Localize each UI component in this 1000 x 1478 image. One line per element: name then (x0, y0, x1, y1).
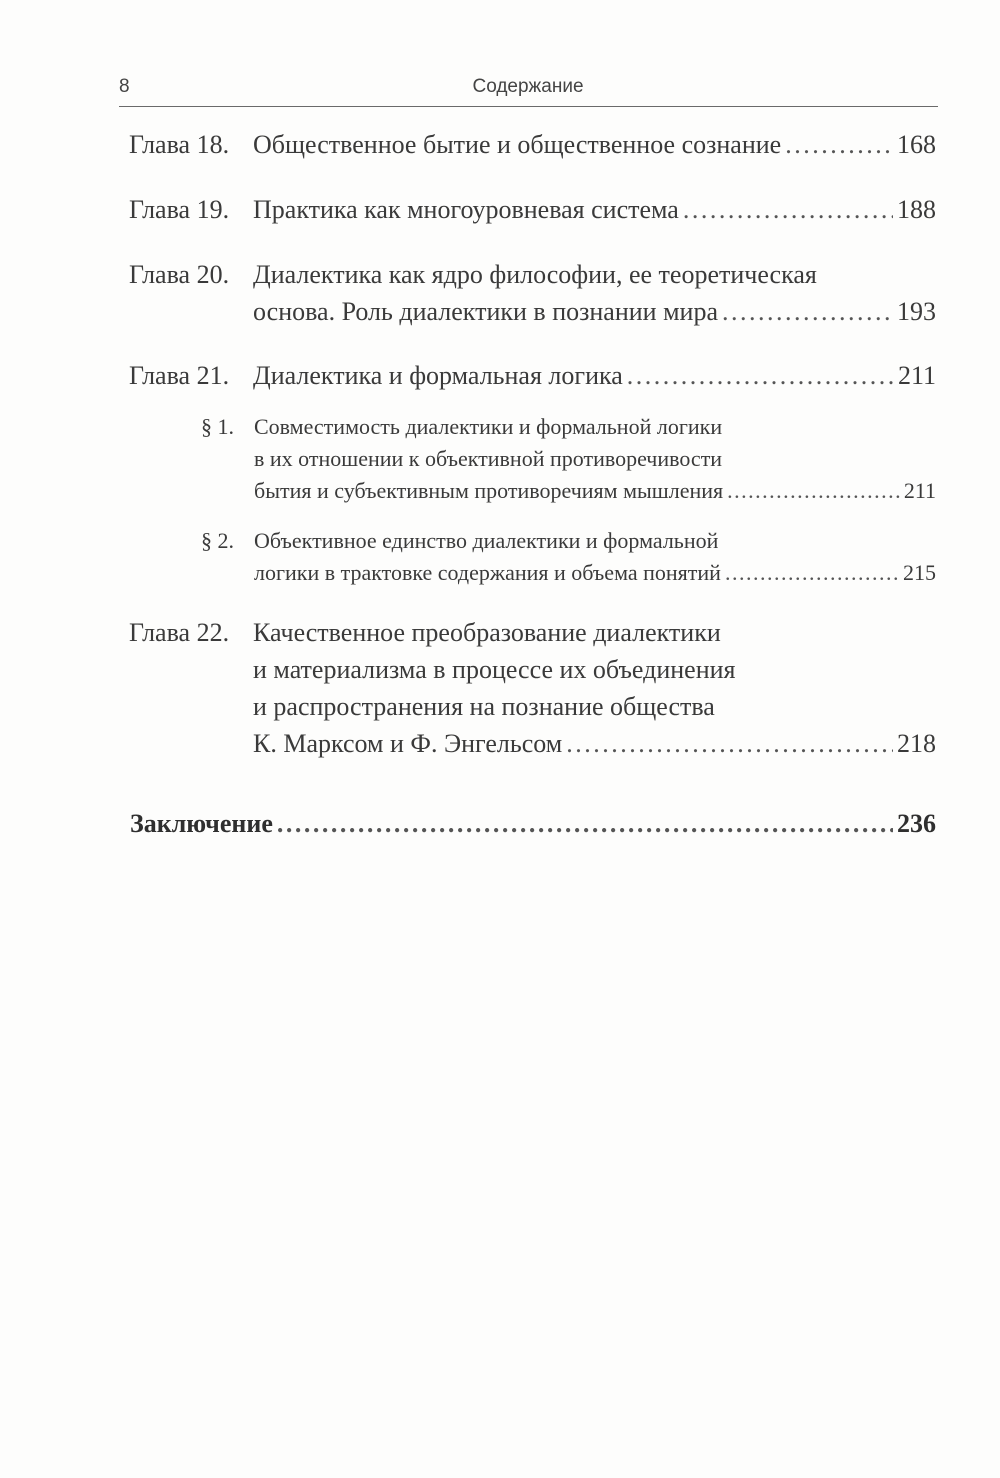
dot-leader (566, 729, 893, 759)
toc-line-final (253, 195, 936, 225)
page-number: 8 (119, 76, 130, 97)
page-ref: 168 (897, 130, 936, 159)
chapter-title: Общественное бытие и общественное сознание (253, 130, 782, 159)
chapter-title: Диалектика и формальная логика (253, 361, 623, 390)
dot-leader (727, 478, 900, 504)
section-title-line: Совместимость диалектики и формальной логики (254, 414, 723, 439)
dot-leader (627, 361, 894, 391)
section-label: § 1. (201, 414, 234, 439)
section-title-line: логики в трактовке содержания и объема понятий (254, 560, 721, 585)
conclusion-title: Заключение (130, 809, 273, 838)
toc-line-final (253, 130, 936, 160)
chapter-label: Глава 21. (129, 361, 230, 390)
toc-line-final (254, 478, 936, 504)
page-ref: 188 (897, 195, 936, 224)
section-label: § 2. (201, 528, 234, 553)
chapter-title-line: и материализма в процессе их объединения (253, 655, 736, 684)
dot-leader (277, 809, 893, 839)
page-ref: 215 (903, 560, 936, 585)
toc-line-final (253, 297, 936, 327)
chapter-label: Глава 19. (129, 195, 230, 224)
page-ref: 193 (897, 297, 936, 326)
dot-leader (722, 297, 893, 327)
toc-line-final (253, 729, 936, 759)
chapter-label: Глава 20. (129, 260, 230, 289)
page-ref: 211 (903, 478, 936, 503)
header-title: Содержание (472, 76, 584, 97)
chapter-label: Глава 18. (129, 130, 230, 159)
chapter-label: Глава 22. (129, 618, 230, 647)
chapter-title-line: и распространения на познание общества (253, 692, 715, 721)
toc-line-final (254, 560, 936, 586)
chapter-title-line: основа. Роль диалектики в познании мира (253, 297, 718, 326)
dot-leader (683, 195, 893, 225)
toc-line-final (130, 809, 936, 839)
chapter-title-line: Диалектика как ядро философии, ее теоретическая (253, 260, 817, 289)
toc-line-final (253, 361, 936, 391)
page-ref: 211 (897, 361, 936, 390)
page-ref: 236 (897, 809, 936, 838)
running-header (119, 74, 937, 104)
section-title-line: в их отношении к объективной противоречивости (254, 446, 723, 471)
page-ref: 218 (897, 729, 936, 758)
section-title-line: бытия и субъективным противоречиям мышления (254, 478, 724, 503)
header-divider (119, 106, 938, 107)
dot-leader (725, 560, 899, 586)
dot-leader (785, 130, 893, 160)
section-title-line: Объективное единство диалектики и формальной (254, 528, 719, 553)
chapter-title-line: К. Марксом и Ф. Энгельсом (253, 729, 563, 758)
chapter-title-line: Качественное преобразование диалектики (253, 618, 721, 647)
chapter-title: Практика как многоуровневая система (253, 195, 679, 224)
